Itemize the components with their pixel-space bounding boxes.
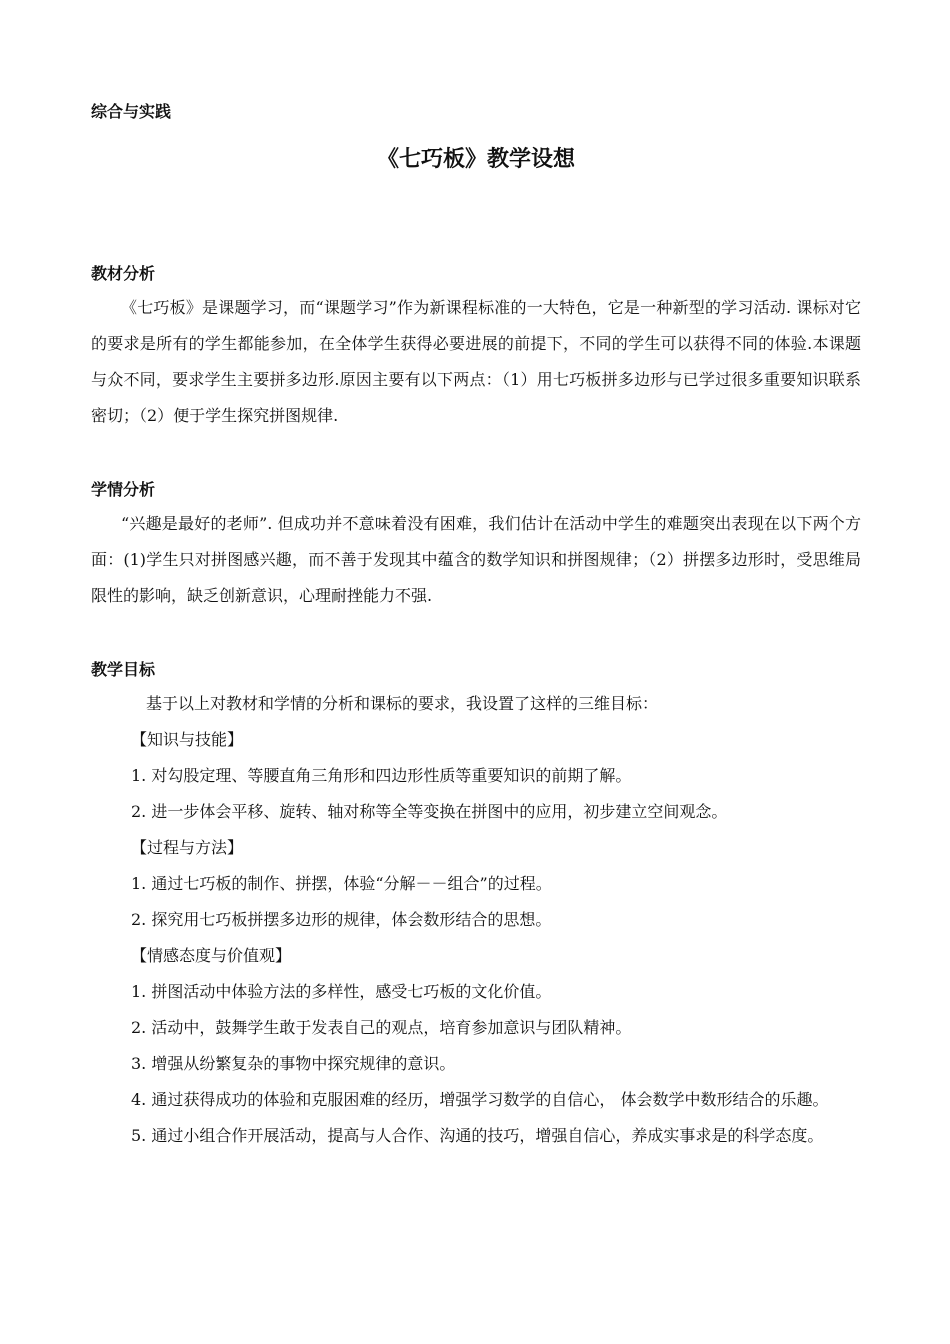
- list-item: 1. 拼图活动中体验方法的多样性，感受七巧板的文化价值。: [131, 982, 552, 1001]
- list-item: 2. 活动中，鼓舞学生敢于发表自己的观点，培育参加意识与团队精神。: [131, 1018, 632, 1037]
- section-paragraph: “兴趣是最好的老师”. 但成功并不意味着没有困难，我们估计在活动中学生的难题突出表现在以下两个方面：(1)学生只对拼图感兴趣，而不善于发现其中蕴含的数学知识和拼图规律；（2）拼摆多边形时，受思维局限性的影响，缺乏创新意识，心理耐挫能力不强.: [91, 514, 861, 605]
- list-item: 2. 进一步体会平移、旋转、轴对称等全等变换在拼图中的应用，初步建立空间观念。: [131, 802, 728, 821]
- list-item: 3. 增强从纷繁复杂的事物中探究规律的意识。: [131, 1054, 456, 1073]
- list-item: 1. 对勾股定理、等腰直角三角形和四边形性质等重要知识的前期了解。: [131, 766, 632, 785]
- objectives-intro: 基于以上对教材和学情的分析和课标的要求，我设置了这样的三维目标：: [146, 694, 659, 713]
- document-page: [91, 0, 861, 1344]
- process-label: 【过程与方法】: [131, 838, 244, 857]
- emotion-label: 【情感态度与价值观】: [131, 946, 292, 965]
- section-student-analysis: [91, 478, 861, 614]
- section-material-analysis: [91, 262, 861, 434]
- section-paragraph: 《七巧板》是课题学习，而“课题学习”作为新课程标准的一大特色，它是一种新型的学习活动. 课标对它的要求是所有的学生都能参加，在全体学生获得必要进展的前提下，不同的学生可以获得不同的体验.本课题与众不同，要求学生主要拼多边形.原因主要有以下两点：（1）用七巧板拼多边形与已学过很多重要知识联系密切；（2）便于学生探究拼图规律.: [91, 298, 861, 425]
- section-heading: 教学目标: [91, 660, 156, 679]
- list-item: 2. 探究用七巧板拼摆多边形的规律，体会数形结合的思想。: [131, 910, 552, 929]
- list-item: 1. 通过七巧板的制作、拼摆，体验“分解－－组合”的过程。: [131, 874, 552, 893]
- section-heading: 教材分析: [91, 264, 156, 283]
- list-item: 5. 通过小组合作开展活动，提高与人合作、沟通的技巧，增强自信心，养成实事求是的科学态度。: [131, 1126, 824, 1145]
- section-objectives: [91, 658, 861, 1154]
- document-title: 《七巧板》教学设想: [376, 147, 575, 172]
- section-heading: 学情分析: [91, 480, 156, 499]
- list-item: 4. 通过获得成功的体验和克服困难的经历，增强学习数学的自信心， 体会数学中数形结合的乐趣。: [131, 1090, 829, 1109]
- category-label: 综合与实践: [91, 102, 172, 121]
- knowledge-label: 【知识与技能】: [131, 730, 244, 749]
